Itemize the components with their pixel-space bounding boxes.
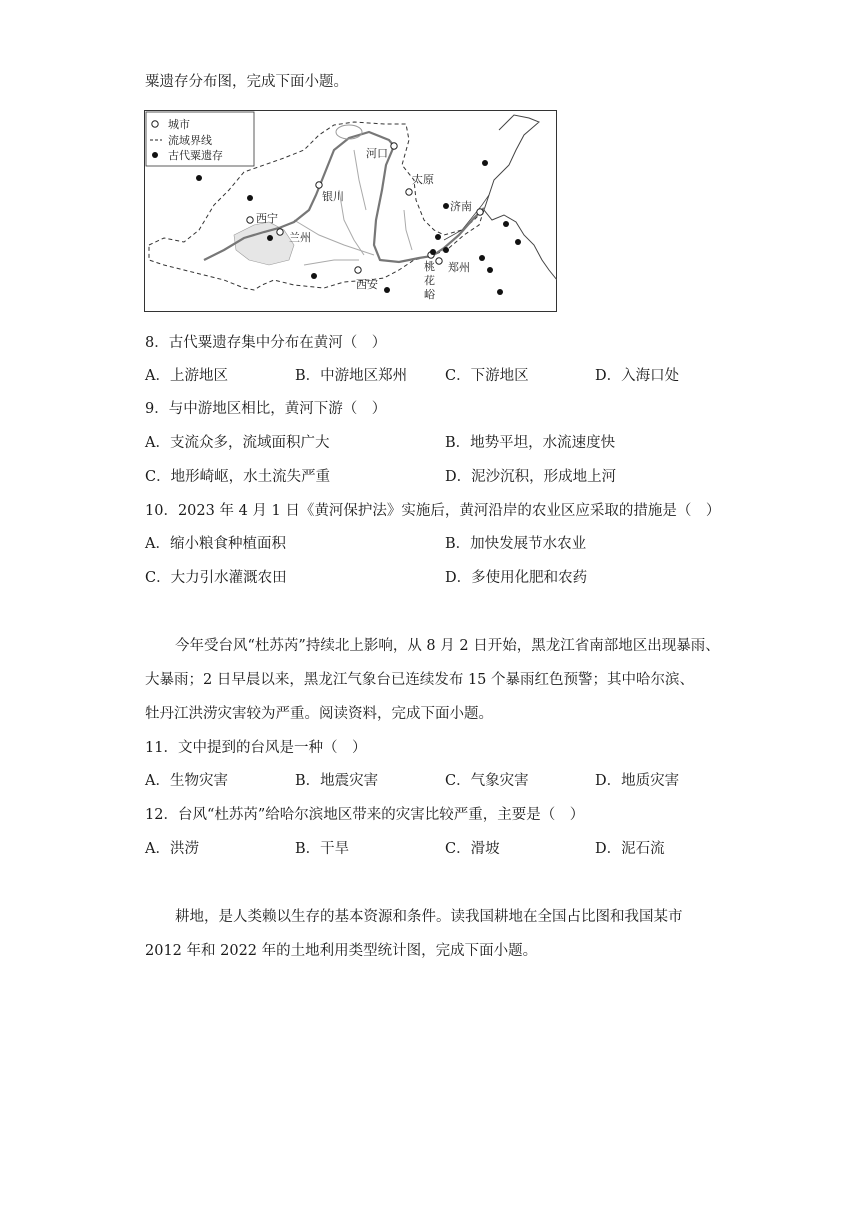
q10-option-d[interactable]: D．多使用化肥和农药: [445, 570, 588, 586]
q8-option-c[interactable]: C．下游地区: [445, 368, 529, 384]
legend-city: 城市: [168, 118, 190, 131]
q12-stem: 12．台风“杜苏芮”给哈尔滨地区带来的灾害比较严重，主要是（ ）: [145, 807, 585, 823]
passage2-line-3: 牡丹江洪涝灾害较为严重。阅读资料，完成下面小题。: [145, 706, 493, 722]
city-lanzhou: 兰州: [289, 231, 311, 244]
city-xian: 西安: [356, 278, 378, 291]
passage2-line-2: 大暴雨；2 日早晨以来，黑龙江气象台已连续发布 15 个暴雨红色预警；其中哈尔滨、: [145, 672, 695, 688]
q9-option-c[interactable]: C．地形崎岖，水土流失严重: [145, 469, 331, 485]
q11-option-d[interactable]: D．地质灾害: [595, 773, 680, 789]
legend-boundary: 流域界线: [168, 134, 212, 147]
q10-option-b[interactable]: B．加快发展节水农业: [445, 536, 587, 552]
city-zhengzhou: 郑州: [448, 261, 470, 274]
city-xining: 西宁: [256, 212, 278, 225]
q9-option-d[interactable]: D．泥沙沉积，形成地上河: [445, 469, 617, 485]
q10-stem: 10．2023 年 4 月 1 日《黄河保护法》实施后，黄河沿岸的农业区应采取的措施是（ ）: [145, 503, 721, 519]
intro-text: 粟遗存分布图，完成下面小题。: [145, 74, 348, 90]
legend-site: 古代粟遗存: [168, 149, 223, 162]
q12-option-c[interactable]: C．滑坡: [445, 841, 500, 857]
city-taiyuan: 太原: [412, 173, 434, 186]
city-yinchuan: 银川: [322, 190, 344, 203]
q8-option-d[interactable]: D．入海口处: [595, 368, 680, 384]
q11-option-b[interactable]: B．地震灾害: [295, 773, 379, 789]
q12-option-a[interactable]: A．洪涝: [145, 841, 199, 857]
passage2-line-1: 今年受台风“杜苏芮”持续北上影响，从 8 月 2 日开始，黑龙江省南部地区出现暴雨、: [175, 638, 720, 654]
q8-option-a[interactable]: A．上游地区: [145, 368, 228, 384]
q11-option-c[interactable]: C．气象灾害: [445, 773, 529, 789]
city-hekou: 河口: [366, 147, 388, 160]
q9-option-a[interactable]: A．支流众多，流域面积广大: [145, 435, 330, 451]
city-taohuayu-3: 峪: [424, 288, 435, 301]
q12-option-d[interactable]: D．泥石流: [595, 841, 665, 857]
city-jinan: 济南: [450, 200, 472, 213]
passage3-line-2: 2012 年和 2022 年的土地利用类型统计图，完成下面小题。: [145, 943, 538, 959]
yellow-river-map: [144, 110, 557, 312]
q9-stem: 9．与中游地区相比，黄河下游（ ）: [145, 401, 387, 417]
city-taohuayu-1: 桃: [424, 260, 435, 273]
q9-option-b[interactable]: B．地势平坦，水流速度快: [445, 435, 616, 451]
passage3-line-1: 耕地，是人类赖以生存的基本资源和条件。读我国耕地在全国占比图和我国某市: [175, 909, 683, 925]
q10-option-a[interactable]: A．缩小粮食种植面积: [145, 536, 286, 552]
city-taohuayu-2: 花: [424, 274, 435, 287]
q12-option-b[interactable]: B．干旱: [295, 841, 350, 857]
q11-stem: 11．文中提到的台风是一种（ ）: [145, 740, 367, 756]
q11-option-a[interactable]: A．生物灾害: [145, 773, 228, 789]
q8-stem: 8．古代粟遗存集中分布在黄河（ ）: [145, 335, 387, 351]
q10-option-c[interactable]: C．大力引水灌溉农田: [145, 570, 287, 586]
q8-option-b[interactable]: B．中游地区郑州: [295, 368, 408, 384]
